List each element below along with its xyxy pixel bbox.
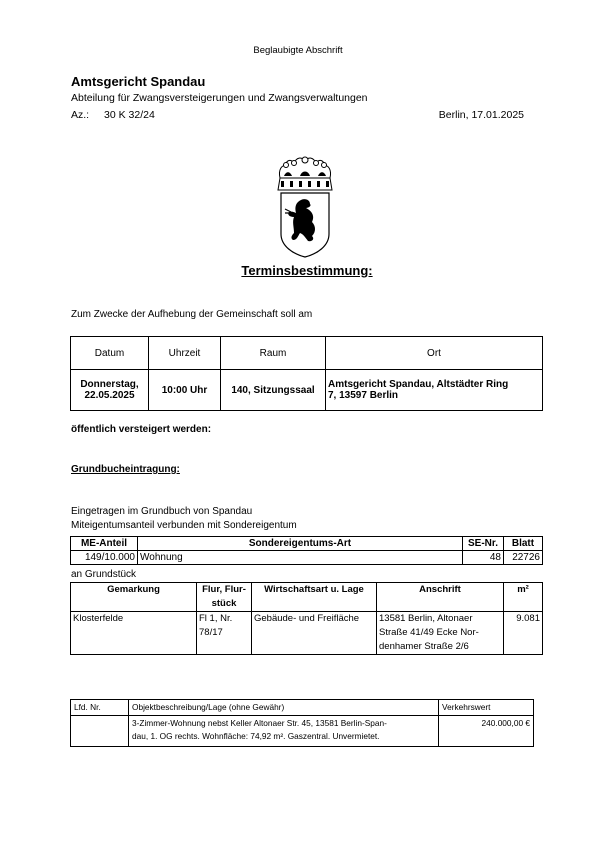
auction-text: öffentlich versteigert werden: bbox=[71, 424, 212, 435]
header-anschrift: Anschrift bbox=[377, 583, 504, 612]
plot-label: an Grundstück bbox=[71, 569, 137, 580]
gemarkung: Klosterfelde bbox=[71, 612, 197, 655]
header-place: Ort bbox=[326, 337, 543, 370]
anschrift: 13581 Berlin, Altonaer Straße 41/49 Ecke Nor- denhamer Straße 2/6 bbox=[377, 612, 504, 655]
ownership-type: Wohnung bbox=[138, 551, 463, 565]
object-number bbox=[71, 716, 129, 747]
flur: Fl 1, Nr. 78/17 bbox=[197, 612, 252, 655]
appointment-time: 10:00 Uhr bbox=[149, 370, 221, 411]
registered-in-text: Eingetragen im Grundbuch von Spandau bbox=[71, 506, 253, 517]
header-description: Objektbeschreibung/Lage (ohne Gewähr) bbox=[129, 700, 439, 716]
department-line: Abteilung für Zwangsversteigerungen und Zwangsverwaltungen bbox=[71, 92, 368, 104]
court-name: Amtsgericht Spandau bbox=[71, 74, 206, 89]
share-text: Miteigentumsanteil verbunden mit Sondereigentum bbox=[71, 520, 297, 531]
appointment-room: 140, Sitzungssaal bbox=[221, 370, 326, 411]
share-table bbox=[70, 536, 543, 565]
wirtschaftsart: Gebäude- und Freifläche bbox=[252, 612, 377, 655]
file-number-label: Az.: bbox=[71, 109, 90, 121]
appointment-date: Donnerstag, 22.05.2025 bbox=[71, 370, 149, 411]
share-value: 149/10.000 bbox=[71, 551, 138, 565]
appointment-table bbox=[70, 336, 543, 411]
area: 9.081 bbox=[504, 612, 543, 655]
header-flur: Flur, Flur- stück bbox=[197, 583, 252, 612]
berlin-coat-of-arms-icon bbox=[272, 156, 338, 258]
appointment-place: Amtsgericht Spandau, Altstädter Ring 7, 13597 Berlin bbox=[326, 370, 543, 411]
header-area: m² bbox=[504, 583, 543, 612]
header-market-value: Verkehrswert bbox=[439, 700, 534, 716]
object-description: 3-Zimmer-Wohnung nebst Keller Altonaer Str. 45, 13581 Berlin-Span- dau, 1. OG rechts. Wohnfläche: 74,92 m². Gaszentral. Unvermietet. bbox=[129, 716, 439, 747]
header-room: Raum bbox=[221, 337, 326, 370]
header-wirtschaftsart: Wirtschaftsart u. Lage bbox=[252, 583, 377, 612]
header-date: Datum bbox=[71, 337, 149, 370]
page-title: Terminsbestimmung: bbox=[241, 263, 373, 278]
intro-text: Zum Zwecke der Aufhebung der Gemeinschaft soll am bbox=[71, 309, 313, 320]
header-time: Uhrzeit bbox=[149, 337, 221, 370]
header-gemarkung: Gemarkung bbox=[71, 583, 197, 612]
header-number: Lfd. Nr. bbox=[71, 700, 129, 716]
place-date: Berlin, 17.01.2025 bbox=[438, 109, 524, 121]
se-number: 48 bbox=[463, 551, 504, 565]
header-se-number: SE-Nr. bbox=[463, 537, 504, 551]
sheet-number: 22726 bbox=[504, 551, 543, 565]
file-number: 30 K 32/24 bbox=[104, 109, 155, 121]
header-sheet: Blatt bbox=[504, 537, 543, 551]
header-ownership-type: Sondereigentums-Art bbox=[138, 537, 463, 551]
certified-copy-note: Beglaubigte Abschrift bbox=[253, 45, 343, 56]
market-value: 240.000,00 € bbox=[439, 716, 534, 747]
header-me-share: ME-Anteil bbox=[71, 537, 138, 551]
land-register-heading: Grundbucheintragung: bbox=[71, 464, 180, 475]
plot-table bbox=[70, 582, 543, 655]
object-table bbox=[70, 699, 534, 747]
